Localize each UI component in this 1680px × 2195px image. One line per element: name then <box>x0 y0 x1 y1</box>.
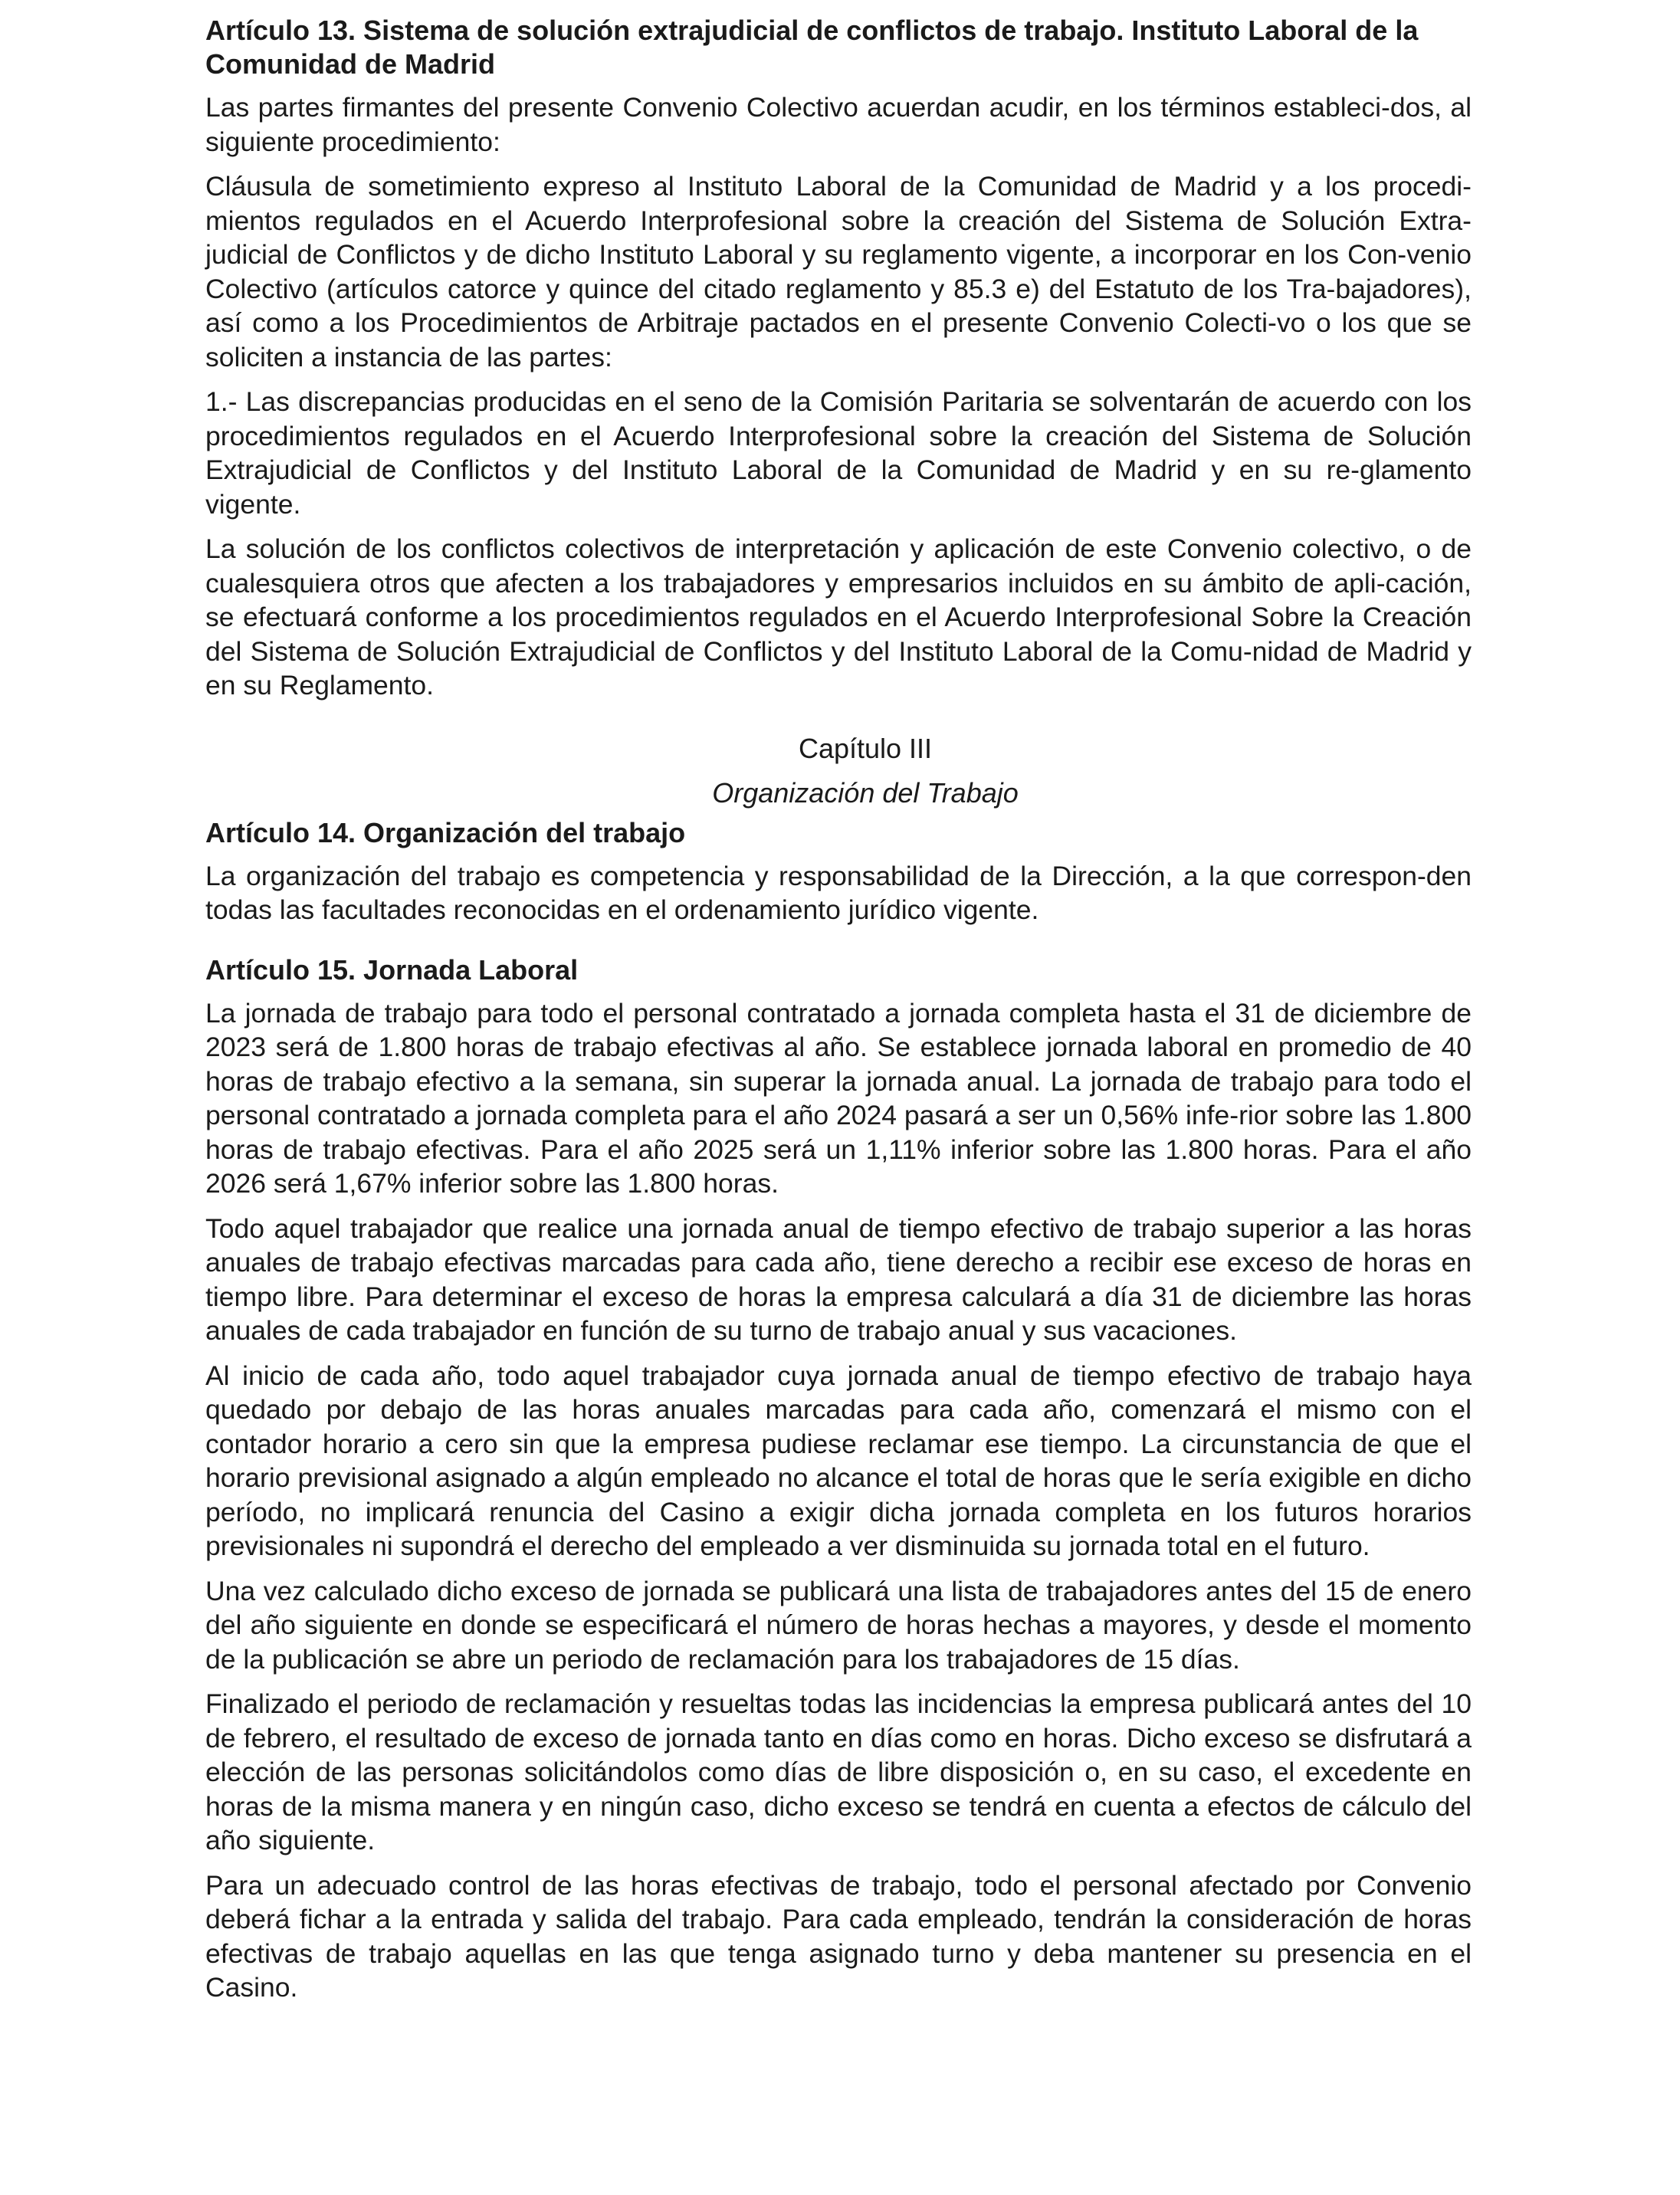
article-13-paragraph: Cláusula de sometimiento expreso al Instituto Laboral de la Comunidad de Madrid y a los procedi-mientos regulados en el Acuerdo Interprofesional sobre la creación del Sistema de Solución Extra-judicial de Conflictos y de dicho Instituto Laboral y su reglamento vigente, a incorporar en los Con-venio Colectivo (artículos catorce y quince del citado reglamento y 85.3 e) del Estatuto de los Tra-bajadores), así como a los Procedimientos de Arbitraje pactados en el presente Convenio Colecti-vo o los que se soliciten a instancia de las partes: <box>205 171 1472 372</box>
article-15-paragraph: Al inicio de cada año, todo aquel trabajador cuya jornada anual de tiempo efectivo de trabajo haya quedado por debajo de las horas anuales marcadas para cada año, comenzará el mismo con el contador horario a cero sin que la empresa pudiese reclamar ese tiempo. La circunstancia de que el horario previsional asignado a algún empleado no alcance el total de horas que le sería exigible en dicho período, no implicará renuncia del Casino a exigir dicha jornada completa en los futuros horarios previsionales ni supondrá el derecho del empleado a ver disminuida su jornada total en el futuro. <box>205 1360 1472 1561</box>
article-13 <box>205 14 1472 703</box>
article-13-heading: Artículo 13. Sistema de solución extrajudicial de conflictos de trabajo. Instituto Laboral de la Comunidad de Madrid <box>205 15 1419 80</box>
article-15-paragraph: Todo aquel trabajador que realice una jornada anual de tiempo efectivo de trabajo superior a las horas anuales de trabajo efectivas marcadas para cada año, tiene derecho a recibir ese exceso de horas en tiempo libre. Para determinar el exceso de horas la empresa calculará a día 31 de diciembre las horas anuales de cada trabajador en función de su turno de trabajo anual y sus vacaciones. <box>205 1212 1472 1346</box>
article-14 <box>205 816 1472 927</box>
article-15 <box>205 953 1472 2005</box>
article-14-heading: Artículo 14. Organización del trabajo <box>205 816 686 848</box>
chapter-subtitle: Organización del Trabajo <box>712 776 1019 809</box>
chapter-header <box>205 732 1472 810</box>
article-15-paragraph: Finalizado el periodo de reclamación y resueltas todas las incidencias la empresa publicará antes del 10 de febrero, el resultado de exceso de jornada tanto en días como en horas. Dicho exceso se disfrutará a elección de las personas solicitándolos como días de libre disposición o, en su caso, el excedente en horas de la misma manera y en ningún caso, dicho exceso se tendrá en cuenta a efectos de cálculo del año siguiente. <box>205 1688 1472 1855</box>
article-13-paragraph: Las partes firmantes del presente Convenio Colectivo acuerdan acudir, en los términos estableci-dos, al siguiente procedimiento: <box>205 92 1472 157</box>
article-13-paragraph: 1.- Las discrepancias producidas en el seno de la Comisión Paritaria se solventarán de acuerdo con los procedimientos regulados en el Acuerdo Interprofesional sobre la creación del Sistema de Solución Extrajudicial de Conflictos y del Instituto Laboral de la Comunidad de Madrid y en su re-glamento vigente. <box>205 386 1472 520</box>
article-15-paragraph: Una vez calculado dicho exceso de jornada se publicará una lista de trabajadores antes del 15 de enero del año siguiente en donde se especificará el número de horas hechas a mayores, y desde el momento de la publicación se abre un periodo de reclamación para los trabajadores de 15 días. <box>205 1575 1472 1675</box>
chapter-title: Capítulo III <box>798 732 933 764</box>
article-14-paragraph: La organización del trabajo es competencia y responsabilidad de la Dirección, a la que correspon-den todas las facultades reconocidas en el ordenamiento jurídico vigente. <box>205 860 1472 925</box>
article-15-paragraph: La jornada de trabajo para todo el personal contratado a jornada completa hasta el 31 de diciembre de 2023 será de 1.800 horas de trabajo efectivas al año. Se establece jornada laboral en promedio de 40 horas de trabajo efectivo a la semana, sin superar la jornada anual. La jornada de trabajo para todo el personal contratado a jornada completa para el año 2024 pasará a ser un 0,56% infe-rior sobre las 1.800 horas de trabajo efectivas. Para el año 2025 será un 1,11% inferior sobre las 1.800 horas. Para el año 2026 será 1,67% inferior sobre las 1.800 horas. <box>205 997 1472 1199</box>
document-page <box>205 14 1472 2005</box>
article-13-paragraph: La solución de los conflictos colectivos de interpretación y aplicación de este Convenio colectivo, o de cualesquiera otros que afecten a los trabajadores y empresarios incluidos en su ámbito de apli-cación, se efectuará conforme a los procedimientos regulados en el Acuerdo Interprofesional Sobre la Creación del Sistema de Solución Extrajudicial de Conflictos y del Instituto Laboral de la Comu-nidad de Madrid y en su Reglamento. <box>205 533 1472 700</box>
article-15-heading: Artículo 15. Jornada Laboral <box>205 953 579 986</box>
article-15-paragraph: Para un adecuado control de las horas efectivas de trabajo, todo el personal afectado por Convenio deberá fichar a la entrada y salida del trabajo. Para cada empleado, tendrán la consideración de horas efectivas de trabajo aquellas en las que tenga asignado turno y deba mantener su presencia en el Casino. <box>205 1869 1472 2003</box>
